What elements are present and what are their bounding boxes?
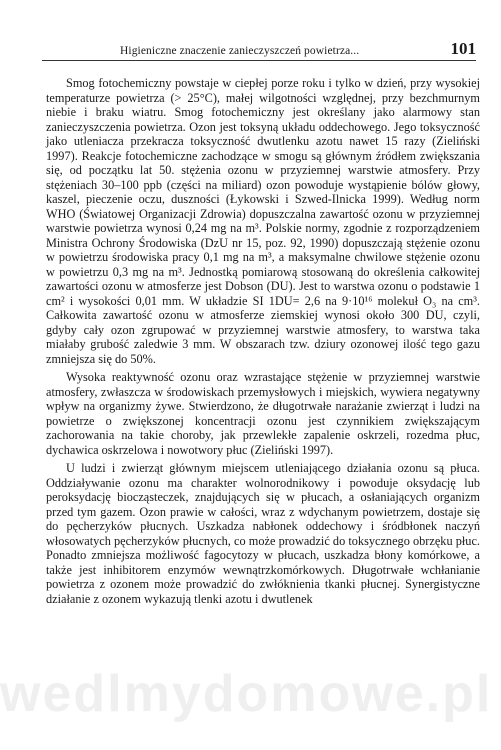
- page-header: [42, 38, 476, 61]
- running-title: Higieniczne znaczenie zanieczyszczeń powietrza...: [120, 45, 360, 57]
- paragraph-reactivity: Wysoka reaktywność ozonu oraz wzrastające stężenie w przyziemnej warstwie atmosfery, zwłaszcza w środowiskach przemysłowych i miejskich, wywiera negatywny wpływ na organizmy żywe. Stwierdzono, że długotrwałe narażanie zwierząt i ludzi na powietrze o zwiększonej koncentracji ozonu jest czynnikiem zwiększającym zachorowania na takie choroby, jak przewlekłe zapalenie oskrzeli, rozedma płuc, dychawica oskrzelowa i nowotwory płuc (Zieliński 1997).: [46, 370, 480, 457]
- page-number: 101: [450, 39, 476, 58]
- body-text: [46, 76, 480, 610]
- paragraph-lungs: U ludzi i zwierząt głównym miejscem utleniającego działania ozonu są płuca. Oddziaływanie ozonu ma charakter wolnorodnikowy i powoduje oksydację lub peroksydację biocząsteczek, znajdujących się w płucach, a osłaniających organizm przed tym gazem. Ozon prawie w całości, wraz z wdychanym powietrzem, dostaje się do pęcherzyków płucnych. Uszkadza nabłonek oddechowy i śródbłonek naczyń włosowatych pęcherzyków płucnych, co może prowadzić do toksycznego obrzęku płuc. Ponadto zmniejsza możliwość fagocytozy w płucach, uszkadza błony komórkowe, a także jest inhibitorem enzymów wewnątrzkomórkowych. Długotrwałe wchłanianie powietrza z ozonem może prowadzić do zwłóknienia tkanki płucnej. Synergistyczne działanie z ozonem wykazują tlenki azotu i dwutlenek: [46, 461, 480, 606]
- watermark: wedlmydomowe.pl: [0, 665, 493, 723]
- paragraph-smog: Smog fotochemiczny powstaje w ciepłej porze roku i tylko w dzień, przy wysokiej temperaturze powietrza (> 25°C), małej wilgotności względnej, przy bezchmurnym niebie i braku wiatru. Smog fotochemiczny jest określany jako alarmowy stan zanieczyszczenia powietrza. Ozon jest toksyną układu oddechowego. Jego toksyczność jako utleniacza przekracza toksyczność dwutlenku azotu nawet 15 razy (Zieliński 1997). Reakcje fotochemiczne zachodzące w smogu są głównym źródłem zwiększania się, od początku lat 50. stężenia ozonu w przyziemnej warstwie atmosfery. Przy stężeniach 30–100 ppb (części na miliard) ozon powoduje wystąpienie bólów głowy, kaszel, pieczenie oczu, duszności (Łykowski i Szwed-Ilnicka 1999). Według norm WHO (Światowej Organizacji Zdrowia) dopuszczalna zawartość ozonu w przyziemnej warstwie powietrza wynosi 0,24 mg na m³. Polskie normy, zgodnie z rozporządzeniem Ministra Ochrony Środowiska (DzU nr 15, poz. 92, 1990) dopuszczają stężenie ozonu w powietrzu środowiska pracy 0,1 mg na m³, a maksymalne chwilowe stężenie ozonu w powietrzu 0,3 mg na m³. Jednostką pomiarową stosowaną do określenia całkowitej zawartości ozonu w atmosferze jest Dobson (DU). Jest to warstwa ozonu o podstawie 1 cm² i wysokości 0,01 mm. W układzie SI 1DU= 2,6 na 9·10¹⁶ molekuł O₃ na cm³. Całkowita zawartość ozonu w atmosferze ziemskiej wynosi około 300 DU, czyli, gdyby cały ozon zgrupować w przyziemnej warstwie atmosfery, to warstwa taka miałaby grubość zaledwie 3 mm. W obszarach tzw. dziury ozonowej ilość tego gazu zmniejsza się do 50%.: [46, 76, 480, 366]
